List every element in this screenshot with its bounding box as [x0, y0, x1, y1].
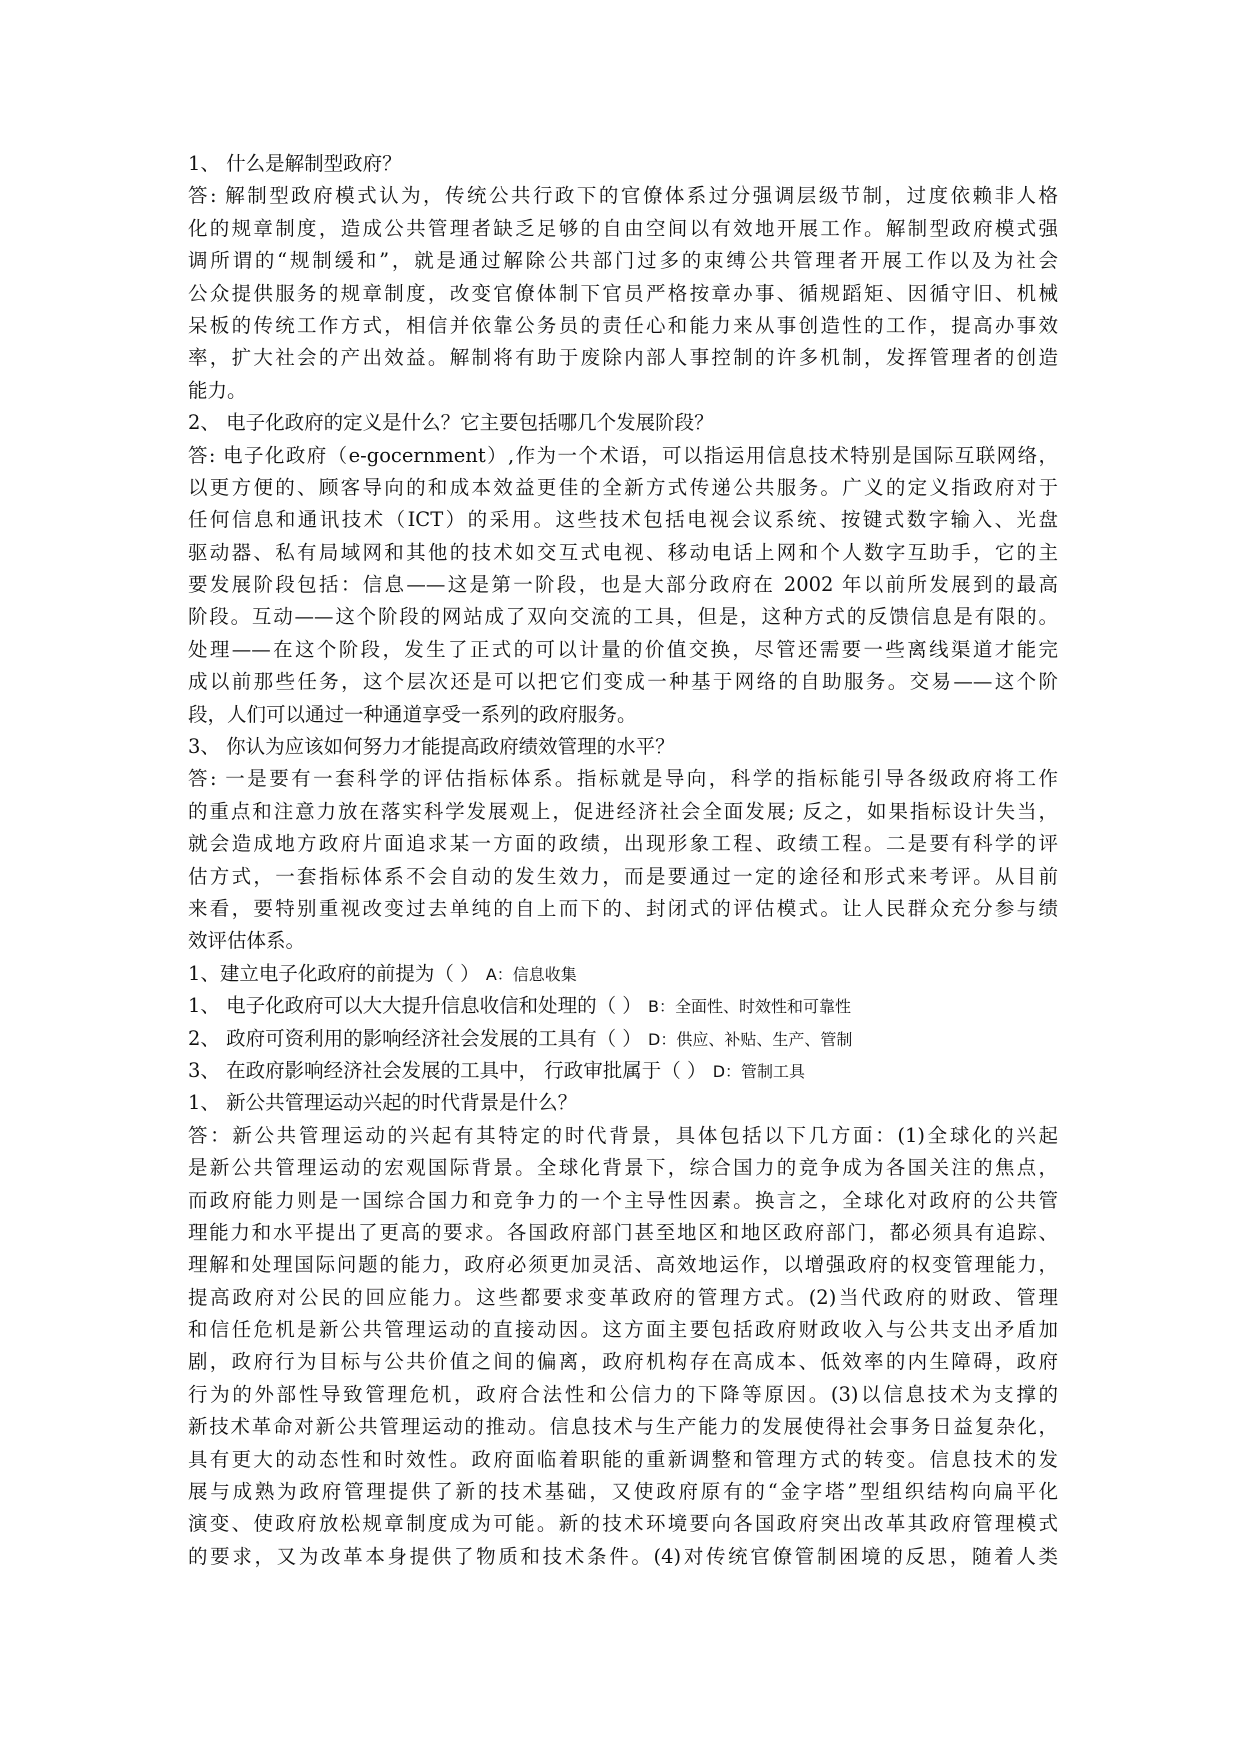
text-line	[188, 1087, 1058, 1119]
text-line-content: 2、 电子化政府的定义是什么？它主要包括哪几个发展阶段？	[188, 411, 714, 435]
text-line-content: 答：新公共管理运动的兴起有其特定的时代背景，具体包括以下几方面：(1)全球化的兴起	[188, 1123, 1058, 1147]
text-line	[188, 796, 1058, 828]
text-line-content: 的要求，又为改革本身提供了物质和技术条件。(4)对传统官僚管制困境的反思，随着人类	[188, 1544, 1058, 1568]
text-line-content: 理解和处理国际问题的能力，政府必须更加灵活、高效地运作，以增强政府的权变管理能力，	[188, 1253, 1058, 1277]
text-line	[188, 180, 1058, 212]
text-line	[188, 1379, 1058, 1411]
text-line	[188, 699, 1058, 731]
text-line	[188, 407, 1058, 439]
mc-item	[188, 1023, 1058, 1055]
text-line	[188, 861, 1058, 893]
text-line-content: 新技术革命对新公共管理运动的推动。信息技术与生产能力的发展使得社会事务日益复杂化，	[188, 1415, 1058, 1439]
text-line-content: 效评估体系。	[188, 929, 306, 953]
text-line	[188, 472, 1058, 504]
text-line-content: 而政府能力则是一国综合国力和竞争力的一个主导性因素。换言之，全球化对政府的公共管	[188, 1188, 1058, 1212]
text-line	[188, 537, 1058, 569]
text-line-content: 1、 新公共管理运动兴起的时代背景是什么？	[188, 1091, 578, 1115]
multiple-choice-section	[188, 958, 1058, 1088]
document-page	[188, 148, 1058, 1573]
text-line-content: 和信任危机是新公共管理运动的直接动因。这方面主要包括政府财政收入与公共支出矛盾加	[188, 1318, 1058, 1342]
text-line	[188, 1541, 1058, 1573]
text-line-content: 答: 电子化政府（e-gocernment）,作为一个术语，可以指运用信息技术特别是国际互联网络，	[188, 443, 1058, 467]
text-line	[188, 1346, 1058, 1378]
text-line-content: 答: 解制型政府模式认为，传统公共行政下的官僚体系过分强调层级节制，过度依赖非人格	[188, 184, 1058, 208]
text-line	[188, 213, 1058, 245]
text-line	[188, 1314, 1058, 1346]
mc-question: 1、 电子化政府可以大大提升信息收信和处理的（ ）	[188, 994, 649, 1018]
text-line-content: 估方式，一套指标体系不会自动的发生效力，而是要通过一定的途径和形式来考评。从目前	[188, 864, 1058, 888]
text-line	[188, 1411, 1058, 1443]
text-line-content: 呆板的传统工作方式，相信并依靠公务员的责任心和能力来从事创造性的工作，提高办事效	[188, 313, 1058, 337]
mc-item	[188, 990, 1058, 1022]
text-line-content: 3、 你认为应该如何努力才能提高政府绩效管理的水平？	[188, 735, 675, 759]
text-line-content: 行为的外部性导致管理危机，政府合法性和公信力的下降等原因。(3)以信息技术为支撑的	[188, 1382, 1058, 1406]
text-line	[188, 634, 1058, 666]
mc-question: 1、建立电子化政府的前提为（ ）	[188, 961, 486, 985]
text-line-content: 率，扩大社会的产出效益。解制将有助于废除内部人事控制的许多机制，发挥管理者的创造	[188, 346, 1058, 370]
text-line	[188, 763, 1058, 795]
mc-question: 2、 政府可资利用的影响经济社会发展的工具有（ ）	[188, 1026, 649, 1050]
text-line-content: 演变、使政府放松规章制度成为可能。新的技术环境要向各国政府突出改革其政府管理模式	[188, 1512, 1058, 1536]
text-line-content: 就会造成地方政府片面追求某一方面的政绩，出现形象工程、政绩工程。二是要有科学的评	[188, 832, 1058, 856]
text-line-content: 理能力和水平提出了更高的要求。各国政府部门甚至地区和地区政府部门，都必须具有追踪、	[188, 1220, 1058, 1244]
text-line-content: 以更方便的、顾客导向的和成本效益更佳的全新方式传递公共服务。广义的定义指政府对于	[188, 475, 1058, 499]
text-line-content: 阶段。互动——这个阶段的网站成了双向交流的工具，但是，这种方式的反馈信息是有限的。	[188, 605, 1058, 629]
text-line-content: 要发展阶段包括：信息——这是第一阶段，也是大部分政府在 2002 年以前所发展到的最高	[188, 573, 1058, 597]
text-line	[188, 440, 1058, 472]
mc-answer: A：信息收集	[485, 964, 577, 984]
qa-section-1	[188, 148, 1058, 958]
text-line	[188, 1282, 1058, 1314]
mc-item	[188, 958, 1058, 990]
text-line	[188, 1444, 1058, 1476]
text-line	[188, 666, 1058, 698]
text-line-content: 是新公共管理运动的宏观国际背景。全球化背景下，综合国力的竞争成为各国关注的焦点，	[188, 1156, 1058, 1180]
text-line-content: 能力。	[188, 378, 247, 402]
text-line-content: 的重点和注意力放在落实科学发展观上，促进经济社会全面发展; 反之，如果指标设计失当，	[188, 799, 1058, 823]
text-line-content: 调所谓的“规制缓和”，就是通过解除公共部门过多的束缚公共管理者开展工作以及为社会	[188, 249, 1058, 273]
text-line	[188, 1120, 1058, 1152]
text-line-content: 公众提供服务的规章制度，改变官僚体制下官员严格按章办事、循规蹈矩、因循守旧、机械	[188, 281, 1058, 305]
text-line-content: 化的规章制度，造成公共管理者缺乏足够的自由空间以有效地开展工作。解制型政府模式强	[188, 216, 1058, 240]
mc-answer: B：全面性、时效性和可靠性	[648, 997, 851, 1017]
text-line	[188, 1249, 1058, 1281]
text-line	[188, 1508, 1058, 1540]
text-line	[188, 893, 1058, 925]
text-line	[188, 925, 1058, 957]
text-line	[188, 1476, 1058, 1508]
text-line	[188, 310, 1058, 342]
text-line-content: 驱动器、私有局域网和其他的技术如交互式电视、移动电话上网和个人数字互助手，它的主	[188, 540, 1058, 564]
text-line-content: 来看，要特别重视改变过去单纯的自上而下的、封闭式的评估模式。让人民群众充分参与绩	[188, 896, 1058, 920]
text-line-content: 任何信息和通讯技术（ICT）的采用。这些技术包括电视会议系统、按键式数字输入、光盘	[188, 508, 1058, 532]
text-line	[188, 1217, 1058, 1249]
text-line	[188, 731, 1058, 763]
text-line-content: 剧，政府行为目标与公共价值之间的偏离，政府机构存在高成本、低效率的内生障碍，政府	[188, 1350, 1058, 1374]
text-line-content: 1、 什么是解制型政府？	[188, 152, 402, 175]
text-line	[188, 504, 1058, 536]
text-line	[188, 601, 1058, 633]
text-line-content: 处理——在这个阶段，发生了正式的可以计量的价值交换，尽管还需要一些离线渠道才能完	[188, 637, 1058, 661]
mc-item	[188, 1055, 1058, 1087]
text-line	[188, 375, 1058, 407]
text-line	[188, 1185, 1058, 1217]
text-line-content: 答: 一是要有一套科学的评估指标体系。指标就是导向，科学的指标能引导各级政府将工作	[188, 767, 1058, 791]
text-line-content: 成以前那些任务，这个层次还是可以把它们变成一种基于网络的自助服务。交易——这个阶	[188, 670, 1058, 694]
text-line-content: 段，人们可以通过一种通道享受一系列的政府服务。	[188, 702, 637, 726]
mc-question: 3、 在政府影响经济社会发展的工具中， 行政审批属于（ ）	[188, 1058, 713, 1082]
text-line	[188, 245, 1058, 277]
text-line	[188, 1152, 1058, 1184]
text-line	[188, 342, 1058, 374]
text-line	[188, 828, 1058, 860]
mc-answer: D：供应、补贴、生产、管制	[648, 1029, 853, 1049]
text-line	[188, 569, 1058, 601]
qa-section-2	[188, 1087, 1058, 1573]
text-line-content: 具有更大的动态性和时效性。政府面临着职能的重新调整和管理方式的转变。信息技术的发	[188, 1447, 1058, 1471]
text-line	[188, 148, 1058, 180]
text-line-content: 提高政府对公民的回应能力。这些都要求变革政府的管理方式。(2)当代政府的财政、管理	[188, 1285, 1058, 1309]
mc-answer: D：管制工具	[712, 1061, 806, 1081]
text-line	[188, 278, 1058, 310]
text-line-content: 展与成熟为政府管理提供了新的技术基础，又使政府原有的“金字塔”型组织结构向扁平化	[188, 1480, 1058, 1504]
